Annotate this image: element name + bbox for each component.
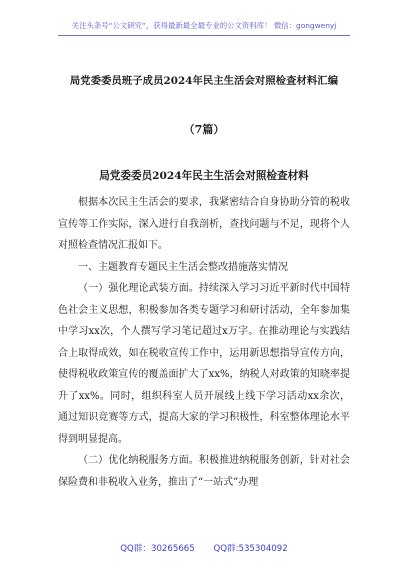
- article-body: [58, 192, 350, 493]
- section-heading: 一、主题教育专题民主生活会整改措施落实情况: [78, 261, 288, 273]
- header-banner: 关注头条号“公文研究”，获得最新最全最专业的公文资料库！ 微信：gongwenyj: [71, 21, 337, 30]
- paragraph-intro: 根据本次民主生活会的要求，我紧密结合自身协助分管的税收宣传等工作实际，深入进行自我剖析，查找问题与不足，现将个人对照检查情况汇报如下。: [58, 197, 350, 251]
- document-count: （7篇）: [183, 123, 225, 136]
- paragraph-theory: （一）强化理论武装方面。持续深入学习习近平新时代中国特色社会主义思想，积极参加各类专题学习和研讨活动，全年参加集中学习xx次，个人撰写学习笔记超过x万字。在推动理论与实践结合上取得成效，如在税收宣传工作中，运用新思想指导宣传方向，使得税收政策宣传的覆盖面扩大了xx%，纳税人对政策的知晓率提升了xx%。同时，组织科室人员开展线上线下学习活动xx余次，通过知识竞赛等方式，提高大家的学习积极性，科室整体理论水平得到明显提高。: [58, 283, 350, 445]
- article-title: 局党委委员2024年民主生活会对照检查材料: [99, 170, 309, 182]
- footer-qq-group-2: QQ群:535304092: [213, 544, 288, 554]
- document-title: 局党委委员班子成员2024年民主生活会对照检查材料汇编: [69, 75, 339, 87]
- paragraph-service: （二）优化纳税服务方面。积极推进纳税服务创新，针对社会保险费和非税收入业务，推出了“一站式”办理: [58, 455, 350, 488]
- header-divider: [58, 35, 350, 36]
- footer: [0, 542, 408, 554]
- footer-qq-group-1: QQ群：30265665: [120, 544, 195, 554]
